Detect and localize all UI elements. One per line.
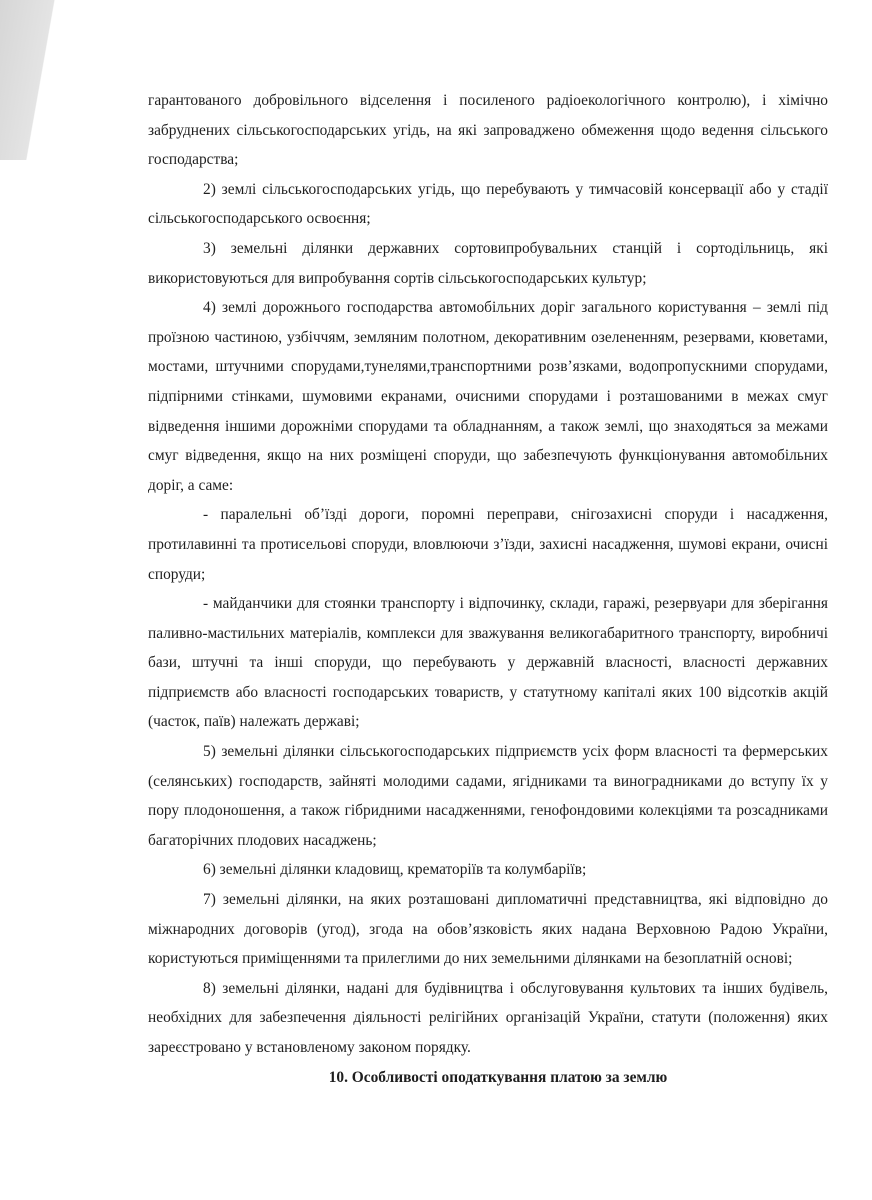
- paragraph-item-5: 5) земельні ділянки сільськогосподарських підприємств усіх форм власності та фермерських (селянських) господарств, зайняті молодими садами, ягідниками та виноградниками до вступу їх у пору плодоношення, а також гібридними насадженнями, генофондовими колекціями та розсадниками багаторічних плодових насаджень;: [148, 743, 828, 849]
- paragraph-item-4: 4) землі дорожнього господарства автомобільних доріг загального користування – землі під проїзною частиною, узбіччям, земляним полотном, декоративним озелененням, резервами, кюветами, мостами, штучними спорудами,тунелями,транспортними розв’язками, водопропускними спорудами, підпірними стінками, шумовими екранами, очисними спорудами і розташованими в межах смуг відведення іншими дорожніми спорудами та обладнанням, а також землі, що знаходяться за межами смуг відведення, якщо на них розміщені споруди, що забезпечують функціонування автомобільних доріг, а саме:: [148, 299, 828, 494]
- paragraph-continuation: гарантованого добровільного відселення і посиленого радіоекологічного контролю), і хімічно забруднених сільськогосподарських угідь, на які запроваджено обмеження щодо ведення сільського господарства;: [148, 92, 828, 169]
- paragraph-item-6: 6) земельні ділянки кладовищ, крематоріїв та колумбаріїв;: [203, 861, 587, 879]
- paragraph-item-7: 7) земельні ділянки, на яких розташовані дипломатичні представництва, які відповідно до міжнародних договорів (угод), згода на обов’язковість яких надана Верховною Радою України, користуються приміщеннями та прилеглими до них земельними ділянками на безоплатній основі;: [148, 891, 828, 968]
- paragraph-item-3: 3) земельні ділянки державних сортовипробувальних станцій і сортодільниць, які використовуються для випробування сортів сільськогосподарських культур;: [148, 239, 828, 287]
- paragraph-item-8: 8) земельні ділянки, надані для будівництва і обслуговування культових та інших будівель, необхідних для забезпечення діяльності релігійних організацій України, статути (положення) яких зареєстровано у встановленому законом порядку.: [148, 979, 828, 1056]
- section-heading: 10. Особливості оподаткування платою за землю: [328, 1068, 668, 1086]
- paragraph-item-2: 2) землі сільськогосподарських угідь, що перебувають у тимчасовій консервації або у стадії сільськогосподарського освоєння;: [148, 180, 828, 228]
- document-page: [148, 86, 828, 1092]
- paragraph-subitem-parallel-roads: - паралельні об’їзді дороги, поромні переправи, снігозахисні споруди і насадження, протилавинні та протисельові споруди, вловлюючи з’їзди, захисні насадження, шумові екрани, очисні споруди;: [148, 506, 828, 583]
- paragraph-subitem-parking-areas: - майданчики для стоянки транспорту і відпочинку, склади, гаражі, резервуари для зберігання паливно-мастильних матеріалів, комплекси для зважування великогабаритного транспорту, виробничі бази, штучні та інші споруди, що перебувають у державній власності, власності державних підприємств або власності господарських товариств, у статутному капіталі яких 100 відсотків акцій (часток, паїв) належать державі;: [148, 595, 828, 731]
- page-corner-fold: [0, 0, 70, 160]
